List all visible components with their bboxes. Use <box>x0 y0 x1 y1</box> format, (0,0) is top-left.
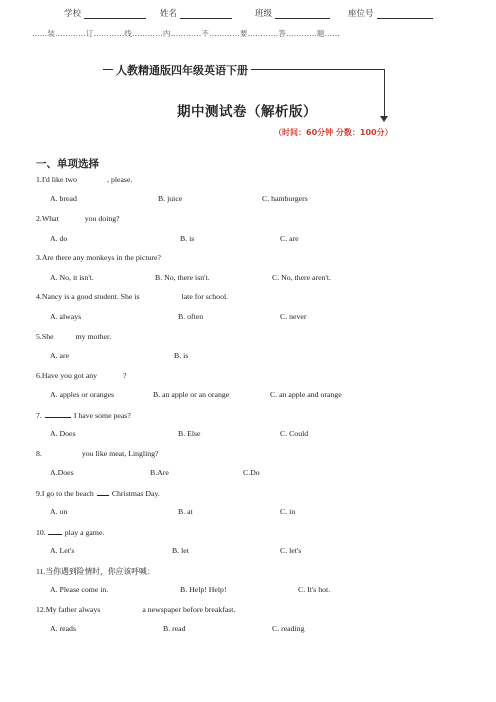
title-frame-right <box>384 69 385 119</box>
q10-option-b[interactable]: B. let <box>172 546 189 555</box>
q8-option-c[interactable]: C.Do <box>243 468 260 477</box>
q7-option-b[interactable]: B. Else <box>178 429 201 438</box>
question-2: 2.What you doing? <box>36 214 120 223</box>
q7-option-c[interactable]: C. Could <box>280 429 309 438</box>
answer-blank[interactable] <box>45 410 71 418</box>
q2-option-c[interactable]: C. are <box>280 234 299 243</box>
class-blank[interactable] <box>275 9 330 19</box>
answer-blank <box>97 371 123 378</box>
q6-option-a[interactable]: A. apples or oranges <box>50 390 115 399</box>
school-field <box>64 7 146 19</box>
class-label: 班级 <box>255 9 273 19</box>
question-5: 5.She my mother. <box>36 332 112 341</box>
time-score-note: （时间：60分钟 分数：100分） <box>274 128 393 137</box>
q4-option-c[interactable]: C. never <box>280 312 307 321</box>
q6-option-b[interactable]: B. an apple or an orange <box>153 390 230 399</box>
name-field <box>160 7 232 19</box>
exam-subtitle: 期中测试卷（解析版） <box>177 104 317 120</box>
answer-blank <box>140 292 182 299</box>
answer-blank <box>77 175 107 182</box>
student-info-row <box>0 7 496 21</box>
section-heading: 一、单项选择 <box>36 158 99 170</box>
question-9: 9.I go to the beach Christmas Day. <box>36 489 160 498</box>
school-blank[interactable] <box>84 9 146 19</box>
q10-option-a[interactable]: A. Let's <box>50 546 75 555</box>
q5-option-b[interactable]: B. is <box>174 351 189 360</box>
seat-field <box>348 7 433 19</box>
q5-option-a[interactable]: A. are <box>50 351 70 360</box>
question-1: 1.I'd like two , please. <box>36 175 133 184</box>
q11-option-c[interactable]: C. It's hot. <box>298 585 331 594</box>
q3-option-a[interactable]: A. No, it isn't. <box>50 273 94 282</box>
q12-option-a[interactable]: A. reads <box>50 624 76 633</box>
q4-option-a[interactable]: A. always <box>50 312 82 321</box>
answer-blank[interactable] <box>48 527 62 535</box>
answer-blank <box>54 332 76 339</box>
q4-option-b[interactable]: B. often <box>178 312 204 321</box>
q2-option-b[interactable]: B. is <box>180 234 195 243</box>
name-label: 姓名 <box>160 9 178 19</box>
school-label: 学校 <box>64 9 82 19</box>
q1-option-a[interactable]: A. bread <box>50 194 77 203</box>
question-6: 6.Have you got any ? <box>36 371 127 380</box>
q6-option-c[interactable]: C. an apple and orange <box>270 390 342 399</box>
q12-option-c[interactable]: C. reading <box>272 624 305 633</box>
question-8: 8. you like meat, Lingling? <box>36 449 159 458</box>
answer-blank <box>59 214 85 221</box>
question-11: 11.当你遇到险情时，你应该呼喊： <box>36 567 155 576</box>
arrow-down-icon <box>380 116 388 122</box>
seat-blank[interactable] <box>377 9 433 19</box>
answer-blank <box>100 605 142 612</box>
question-4: 4.Nancy is a good student. She is late for school. <box>36 292 229 301</box>
q3-option-c[interactable]: C. No, there aren't. <box>272 273 331 282</box>
q3-option-b[interactable]: B. No, there isn't. <box>155 273 210 282</box>
q1-option-c[interactable]: C. hamburgers <box>262 194 308 203</box>
name-blank[interactable] <box>180 9 232 19</box>
q10-option-c[interactable]: C. let's <box>280 546 302 555</box>
q12-option-b[interactable]: B. read <box>163 624 186 633</box>
q9-option-a[interactable]: A. on <box>50 507 68 516</box>
seat-label: 座位号 <box>348 9 374 19</box>
q11-option-a[interactable]: A. Please come in. <box>50 585 109 594</box>
q11-option-b[interactable]: B. Help! Help! <box>180 585 227 594</box>
answer-blank[interactable] <box>97 488 109 496</box>
question-12: 12.My father always a newspaper before breakfast. <box>36 605 236 614</box>
q7-option-a[interactable]: A. Does <box>50 429 76 438</box>
question-3: 3.Are there any monkeys in the picture? <box>36 253 161 262</box>
q9-option-b[interactable]: B. at <box>178 507 193 516</box>
answer-blank <box>42 449 82 456</box>
exam-title: 人教精通版四年级英语下册 <box>113 62 251 78</box>
q8-option-b[interactable]: B.Are <box>150 468 169 477</box>
q2-option-a[interactable]: A. do <box>50 234 68 243</box>
q9-option-c[interactable]: C. in <box>280 507 296 516</box>
q1-option-b[interactable]: B. juice <box>158 194 183 203</box>
q8-option-a[interactable]: A.Does <box>50 468 74 477</box>
question-10: 10. play a game. <box>36 528 105 537</box>
question-7: 7. I have some peas? <box>36 411 131 420</box>
binding-cut-line: ……装…………订…………线…………内…………不…………要…………答…………题…… <box>32 29 340 38</box>
class-field <box>255 7 330 19</box>
